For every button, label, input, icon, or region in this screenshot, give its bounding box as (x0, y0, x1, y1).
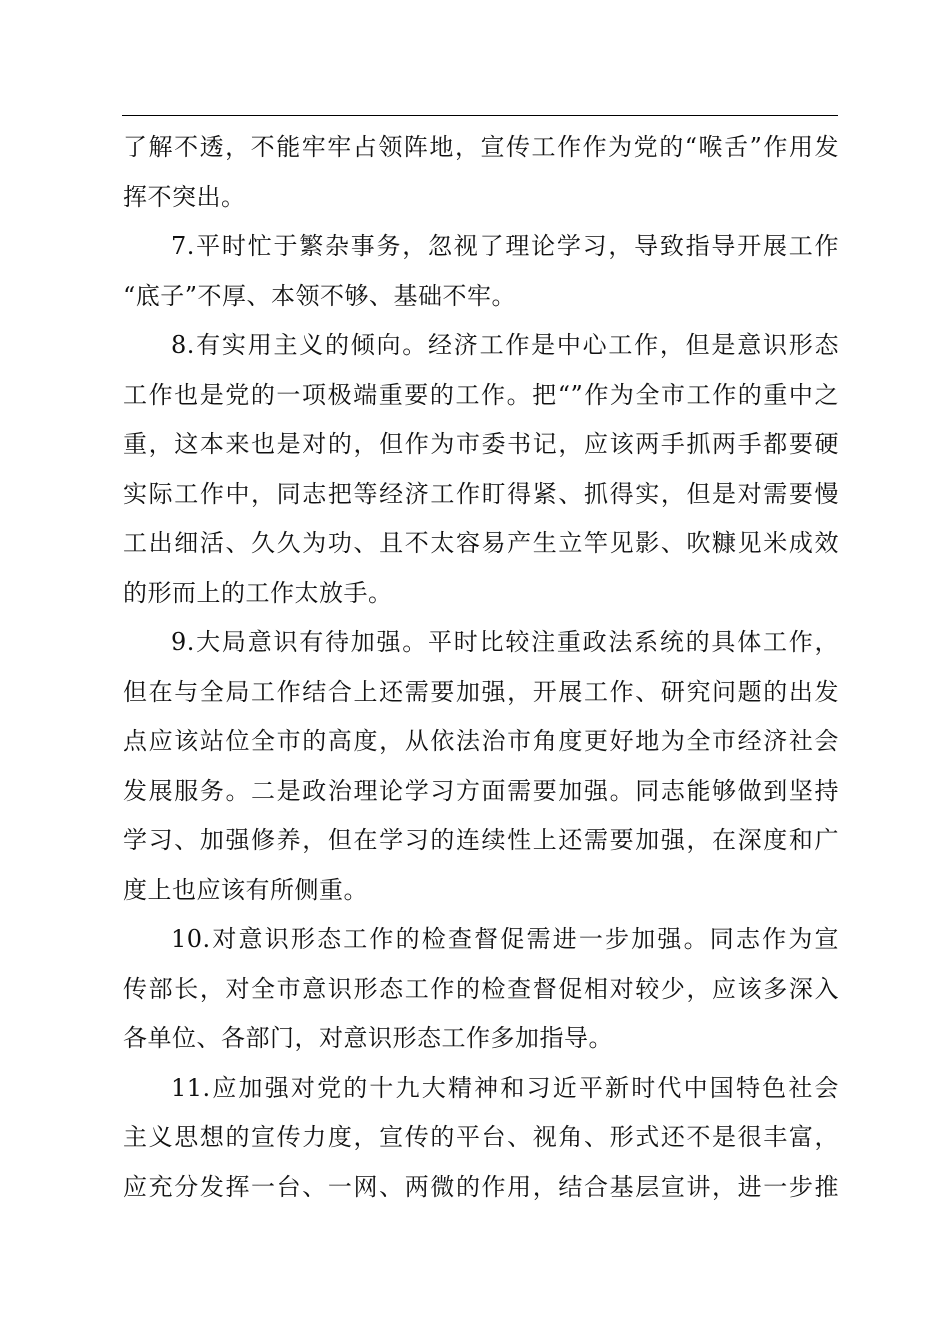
text-line: 传部长，对全市意识形态工作的检查督促相对较少，应该多深入 (123, 974, 839, 1003)
text-line: 工出细活、久久为功、且不太容易产生立竿见影、吹糠见米成效 (123, 529, 839, 557)
text-line: 实际工作中，同志把等经济工作盯得紧、抓得实，但是对需要慢 (123, 479, 839, 508)
text-line: 但在与全局工作结合上还需要加强，开展工作、研究问题的出发 (123, 677, 839, 706)
text-line: 发展服务。二是政治理论学习方面需要加强。同志能够做到坚持 (123, 776, 839, 805)
text-line: 应充分发挥一台、一网、两微的作用，结合基层宣讲，进一步推 (123, 1172, 839, 1201)
text-line: 度上也应该有所侧重。 (123, 875, 368, 904)
text-line-item-10: 10.对意识形态工作的检查督促需进一步加强。同志作为宣 (171, 925, 839, 953)
text-line: 学习、加强修养，但在学习的连续性上还需要加强，在深度和广 (123, 826, 839, 854)
text-line: “底子”不厚、本领不够、基础不牢。 (123, 281, 517, 310)
text-line-item-11: 11.应加强对党的十九大精神和习近平新时代中国特色社会 (171, 1073, 839, 1102)
document-body (123, 123, 839, 1212)
text-line-item-8: 8.有实用主义的倾向。经济工作是中心工作，但是意识形态 (171, 331, 839, 359)
text-line: 重，这本来也是对的，但作为市委书记，应该两手抓两手都要硬 (123, 430, 839, 458)
text-line: 挥不突出。 (123, 182, 246, 211)
header-rule (122, 115, 838, 116)
text-line: 工作也是党的一项极端重要的工作。把“”作为全市工作的重中之 (123, 380, 839, 409)
text-line-item-9: 9.大局意识有待加强。平时比较注重政法系统的具体工作， (171, 628, 839, 656)
text-line-item-7: 7.平时忙于繁杂事务，忽视了理论学习，导致指导开展工作 (171, 232, 839, 260)
text-line: 了解不透，不能牢牢占领阵地，宣传工作作为党的“喉舌”作用发 (123, 133, 839, 161)
text-line: 点应该站位全市的高度，从依法治市角度更好地为全市经济社会 (123, 727, 839, 755)
text-line: 各单位、各部门，对意识形态工作多加指导。 (123, 1024, 613, 1052)
text-line: 的形而上的工作太放手。 (123, 578, 393, 607)
text-line: 主义思想的宣传力度，宣传的平台、视角、形式还不是很丰富， (123, 1123, 839, 1151)
